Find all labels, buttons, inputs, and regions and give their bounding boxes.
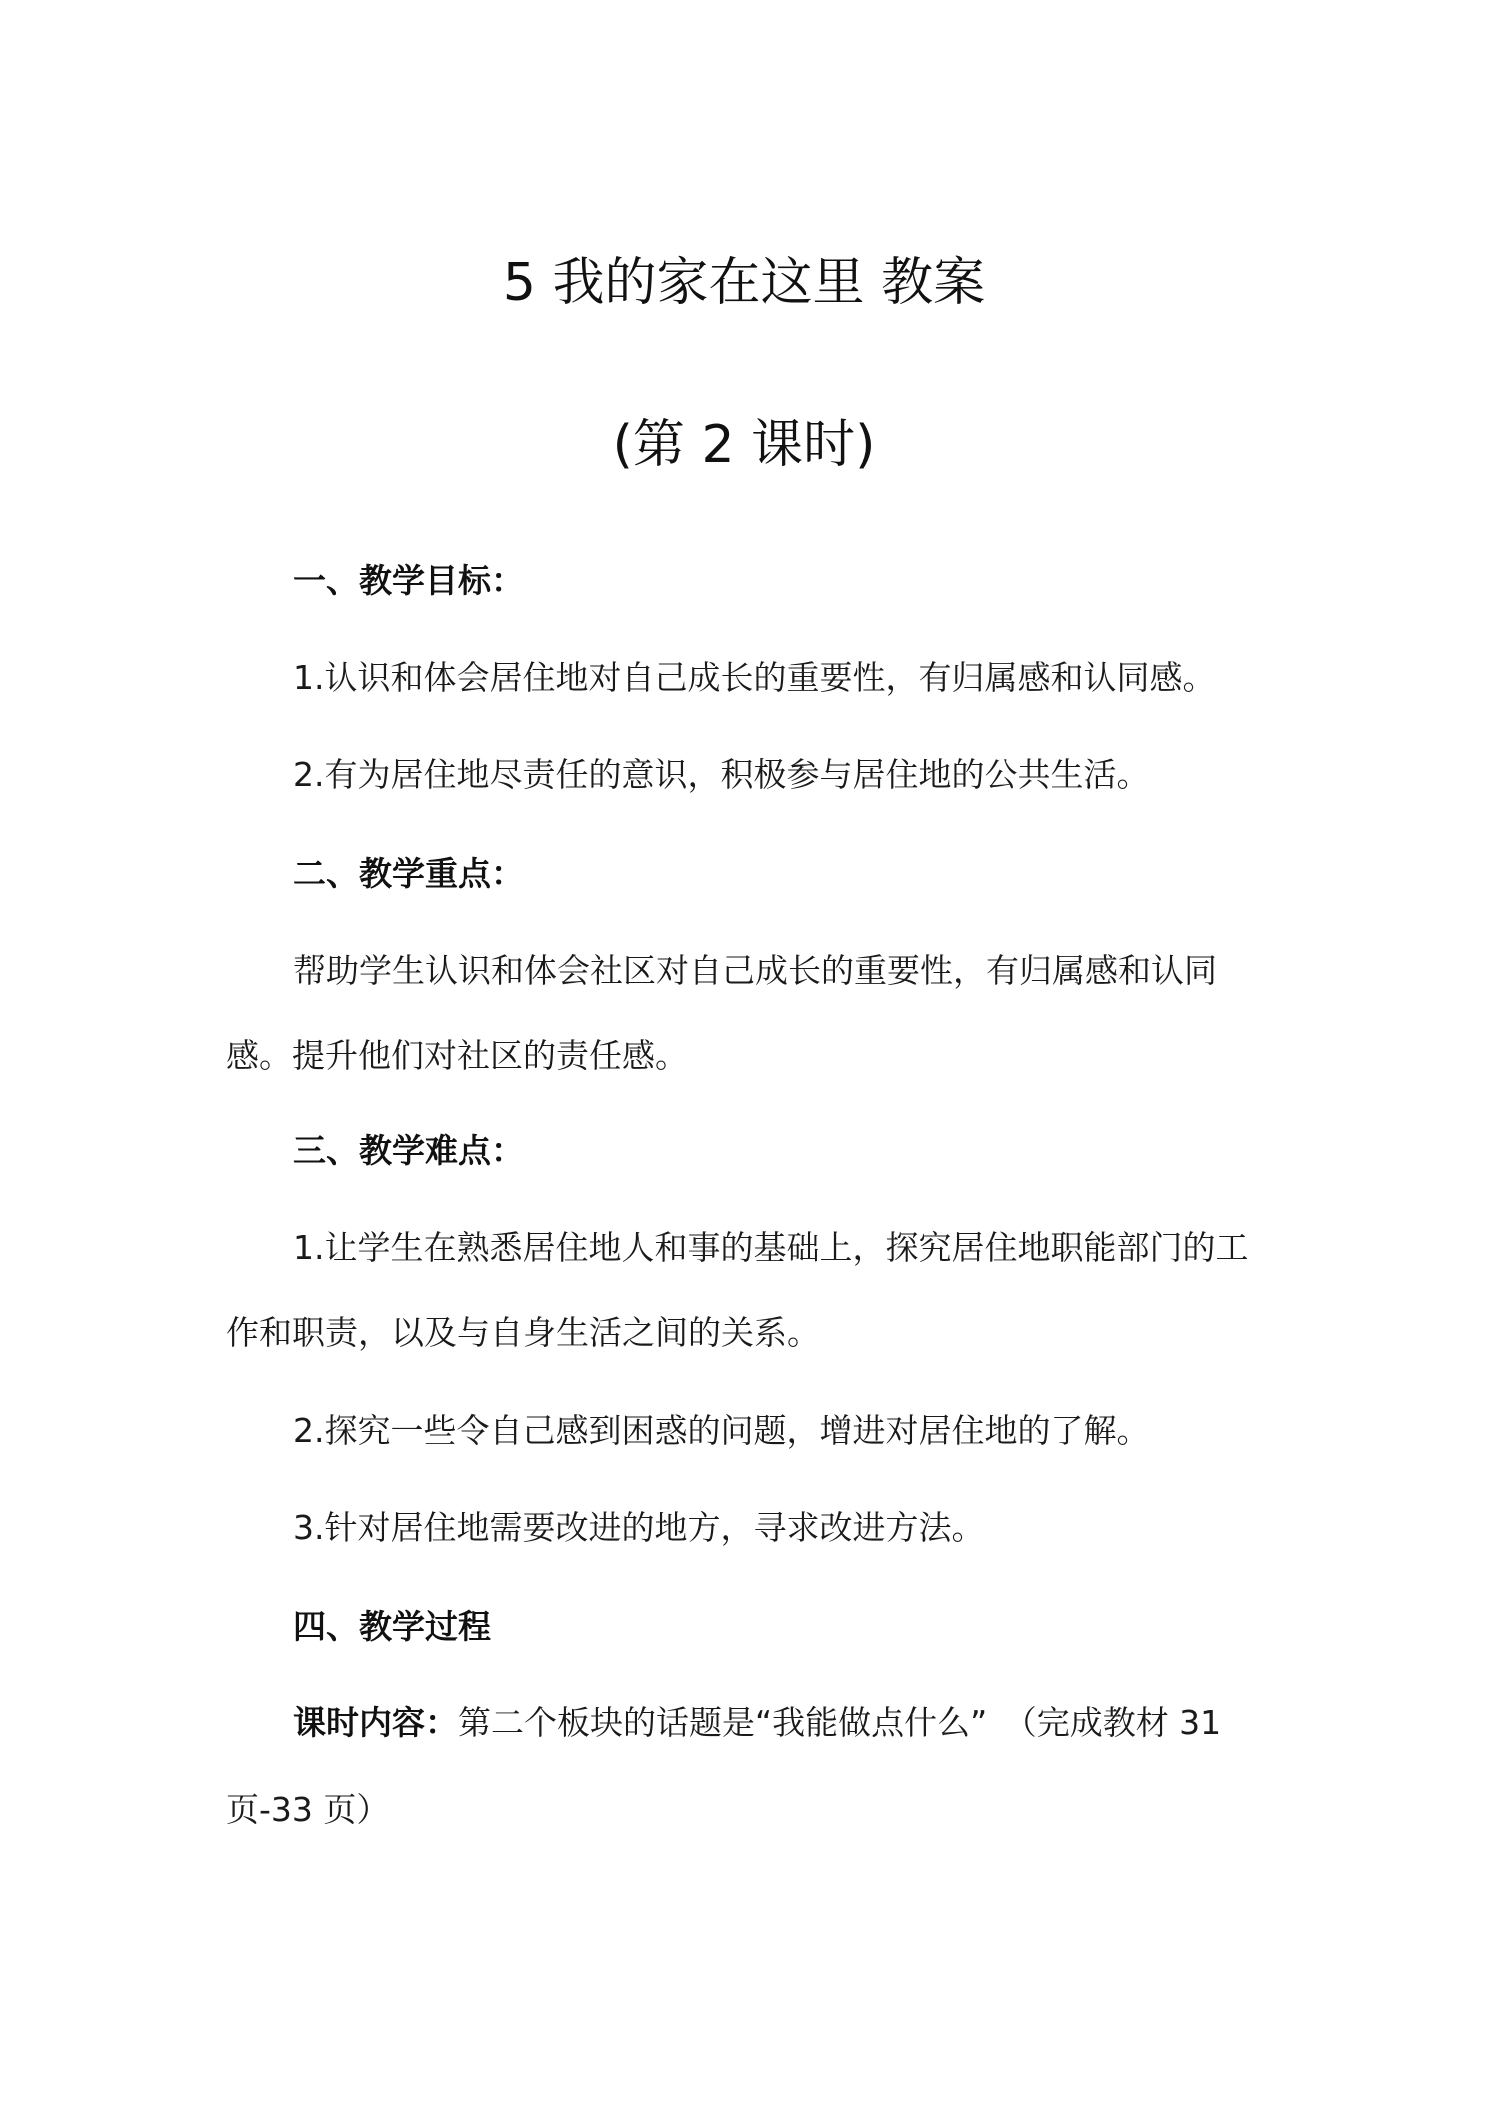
- key-points-line-2: 感。提升他们对社区的责任感。: [226, 1036, 688, 1075]
- process-content-line-2: 页-33 页）: [226, 1790, 390, 1829]
- key-points-heading: 二、教学重点：: [293, 854, 524, 893]
- process-content-line-1: [226, 1700, 1333, 1746]
- objective-item-2: 2.有为居住地尽责任的意识，积极参与居住地的公共生活。: [293, 755, 1150, 794]
- difficulty-item-1-line-1: 1.让学生在熟悉居住地人和事的基础上，探究居住地职能部门的工: [293, 1228, 1249, 1267]
- difficulties-heading: 三、教学难点：: [293, 1131, 524, 1170]
- objective-item-1: 1.认识和体会居住地对自己成长的重要性，有归属感和认同感。: [293, 658, 1216, 697]
- process-content-label: 课时内容：: [293, 1703, 458, 1742]
- difficulty-item-1-line-2: 作和职责，以及与自身生活之间的关系。: [226, 1313, 820, 1352]
- objectives-heading: 一、教学目标：: [293, 561, 524, 600]
- key-points-line-1: 帮助学生认识和体会社区对自己成长的重要性，有归属感和认同: [293, 951, 1217, 990]
- document-subtitle: (第 2 课时): [612, 415, 876, 475]
- process-content-text: 第二个板块的话题是“我能做点什么” （完成教材 31: [458, 1703, 1222, 1742]
- difficulty-item-2: 2.探究一些令自己感到困惑的问题，增进对居住地的了解。: [293, 1411, 1150, 1450]
- process-heading: 四、教学过程: [293, 1607, 491, 1646]
- difficulty-item-3: 3.针对居住地需要改进的地方，寻求改进方法。: [293, 1508, 985, 1547]
- document-title: 5 我的家在这里 教案: [502, 253, 986, 313]
